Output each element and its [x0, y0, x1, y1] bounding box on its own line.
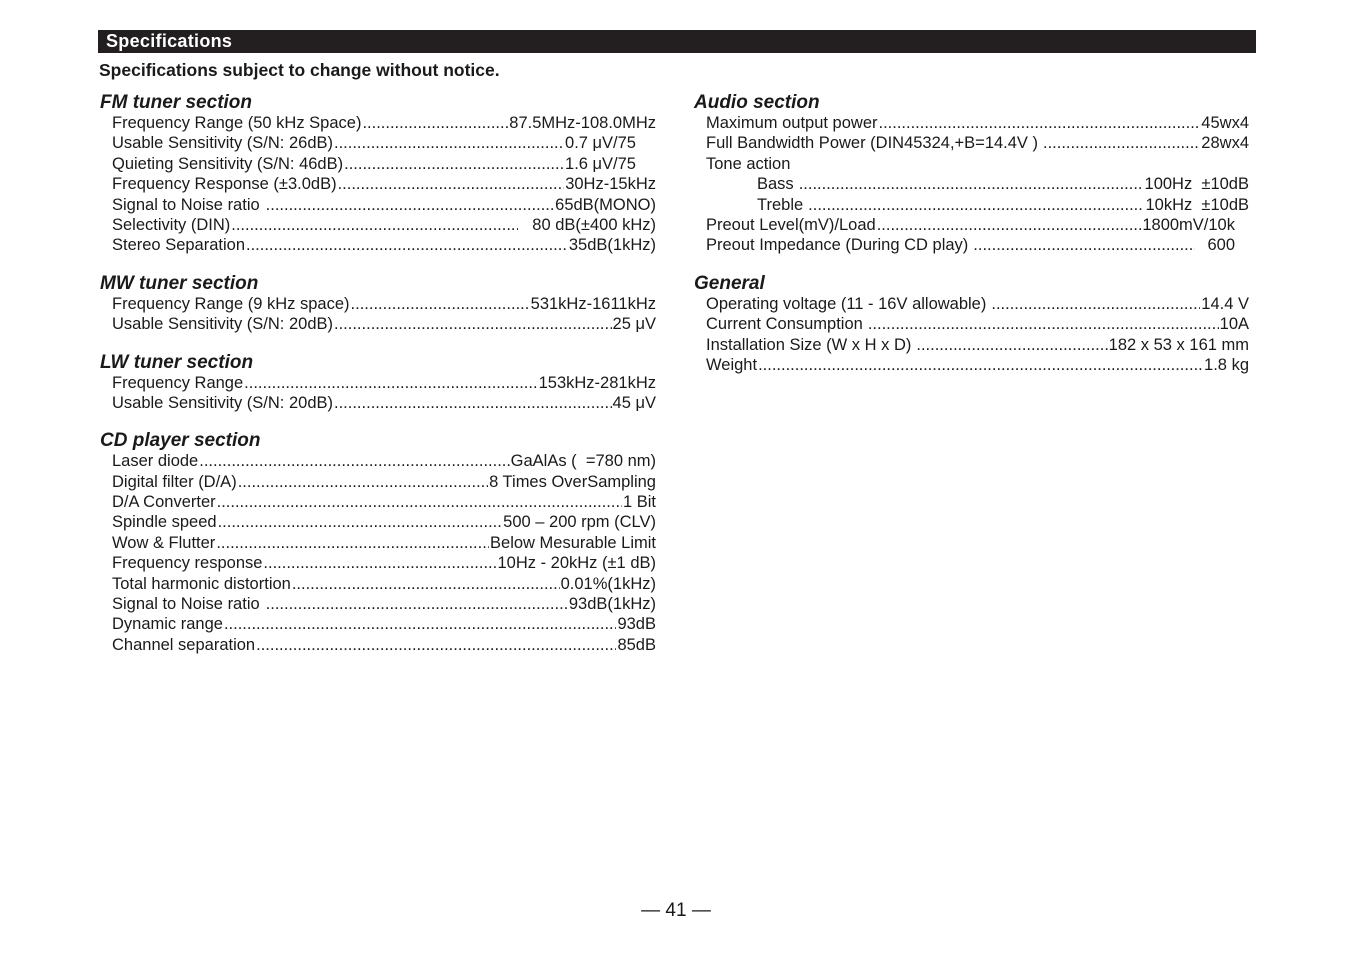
spec-row [100, 533, 656, 553]
spec-row [100, 133, 656, 153]
spec-value: 10A [1219, 315, 1249, 334]
spec-row [100, 215, 656, 235]
spec-value: 14.4 V [1201, 294, 1249, 313]
spec-value: 28wx4 [1201, 134, 1249, 153]
spec-label: Frequency Response (±3.0dB) [112, 175, 337, 194]
spec-label: D/A Converter [112, 493, 216, 512]
spec-row [100, 235, 656, 255]
spec-row [694, 174, 1249, 194]
spec-row [100, 614, 656, 634]
spec-row [100, 472, 656, 492]
spec-label: Maximum output power [706, 114, 878, 132]
spec-value: 531kHz-1611kHz [530, 294, 656, 313]
spec-value: 45 μV [612, 393, 656, 412]
spec-row [694, 133, 1249, 153]
spec-label: Channel separation [112, 635, 256, 654]
spec-label: Usable Sensitivity (S/N: 26dB) [112, 134, 334, 153]
section-title: Audio section [694, 92, 820, 113]
section-title: MW tuner section [100, 272, 259, 294]
spec-label: Total harmonic distortion [112, 574, 291, 593]
spec-value: 93dB(1kHz) [568, 595, 656, 614]
spec-label: Frequency Range (50 kHz Space) [112, 114, 362, 132]
spec-row [100, 553, 656, 573]
spec-row [100, 294, 656, 314]
spec-row [100, 594, 656, 614]
spec-label: Current Consumption [706, 315, 863, 334]
section-title: General [694, 272, 765, 294]
spec-value: 600 [1207, 236, 1235, 255]
spec-label: Bass [757, 175, 794, 194]
spec-label: Selectivity (DIN) [112, 215, 231, 234]
spec-row [100, 174, 656, 194]
spec-value: 153kHz-281kHz [538, 373, 656, 392]
spec-label: Full Bandwidth Power (DIN45324,+B=14.4V ) [706, 134, 1039, 153]
change-notice: Specifications subject to change without notice. [99, 60, 500, 80]
spec-value: 1 Bit [622, 493, 656, 512]
audio-section [694, 92, 1249, 256]
spec-value: 10Hz - 20kHz (±1 dB) [497, 554, 656, 573]
spec-label: Usable Sensitivity (S/N: 20dB) [112, 315, 334, 334]
spec-row [694, 154, 1249, 174]
spec-label: Signal to Noise ratio [112, 195, 260, 214]
spec-label: Wow & Flutter [112, 533, 216, 552]
spec-row [694, 235, 1249, 255]
spec-value: 100Hz ±10dB [1144, 175, 1249, 194]
spec-row [694, 335, 1249, 355]
spec-label: Stereo Separation [112, 236, 246, 255]
page-number: — 41 — [641, 900, 711, 921]
cd-player-section [100, 430, 656, 655]
general-section [694, 273, 1249, 376]
spec-row [100, 154, 656, 174]
spec-row [100, 393, 656, 413]
spec-value: 8 Times OverSampling [489, 472, 656, 491]
spec-label: Frequency Range (9 kHz space) [112, 294, 350, 313]
spec-label: Digital filter (D/A) [112, 472, 237, 491]
spec-value: 30Hz-15kHz [565, 175, 656, 194]
spec-value: 1800mV/10k [1142, 215, 1235, 234]
spec-row [694, 195, 1249, 215]
spec-row [100, 574, 656, 594]
right-column [694, 92, 1249, 392]
spec-value: 65dB(MONO) [555, 195, 656, 214]
spec-label: Spindle speed [112, 513, 217, 532]
spec-row [100, 492, 656, 512]
spec-row [100, 314, 656, 334]
spec-label: Tone action [706, 154, 791, 173]
spec-label: Frequency response [112, 554, 263, 573]
spec-row [100, 113, 656, 133]
spec-value: 0.01%(1kHz) [560, 574, 656, 593]
spec-row [100, 451, 656, 471]
spec-label: Frequency Range [112, 373, 244, 392]
section-title: LW tuner section [100, 351, 254, 373]
spec-row [100, 373, 656, 393]
mw-tuner-section [100, 273, 656, 335]
spec-label: Usable Sensitivity (S/N: 20dB) [112, 393, 334, 412]
spec-value: 93dB [617, 615, 656, 634]
spec-row [694, 113, 1249, 133]
section-title: CD player section [100, 430, 261, 452]
section-header-bar [98, 30, 1256, 53]
spec-value: 35dB(1kHz) [568, 236, 656, 255]
spec-label: Weight [706, 355, 758, 374]
spec-row [694, 215, 1249, 235]
spec-label: Preout Impedance (During CD play) [706, 236, 969, 255]
spec-label: Operating voltage (11 - 16V allowable) [706, 294, 987, 313]
spec-label: Quieting Sensitivity (S/N: 46dB) [112, 154, 344, 173]
spec-row [694, 294, 1249, 314]
spec-value: 10kHz ±10dB [1145, 195, 1249, 214]
spec-label: Dynamic range [112, 615, 223, 634]
spec-row [694, 314, 1249, 334]
spec-label: Installation Size (W x H x D) [706, 335, 912, 354]
spec-row [694, 355, 1249, 375]
section-title: FM tuner section [100, 92, 253, 113]
lw-tuner-section [100, 352, 656, 414]
left-column [100, 92, 656, 672]
spec-value: GaAlAs ( =780 nm) [510, 452, 656, 471]
spec-value: 87.5MHz-108.0MHz [509, 114, 656, 132]
spec-row [100, 512, 656, 532]
spec-row [100, 635, 656, 655]
spec-label: Laser diode [112, 452, 199, 471]
fm-tuner-section [100, 92, 656, 256]
header-title: Specifications [106, 31, 233, 51]
spec-value: 80 dB(±400 kHz) [532, 215, 656, 234]
spec-label: Treble [757, 195, 804, 214]
spec-value: 500 – 200 rpm (CLV) [503, 513, 656, 532]
spec-label: Signal to Noise ratio [112, 595, 260, 614]
spec-value: Below Mesurable Limit [490, 533, 656, 552]
spec-value: 1.6 μV/75 [565, 154, 636, 173]
spec-label: Preout Level(mV)/Load [706, 215, 876, 234]
spec-row [100, 195, 656, 215]
spec-value: 0.7 μV/75 [565, 134, 636, 153]
spec-value: 182 x 53 x 161 mm [1108, 335, 1249, 354]
spec-value: 45wx4 [1201, 114, 1249, 132]
spec-value: 1.8 kg [1204, 355, 1249, 374]
spec-value: 25 μV [612, 315, 656, 334]
spec-value: 85dB [617, 635, 656, 654]
